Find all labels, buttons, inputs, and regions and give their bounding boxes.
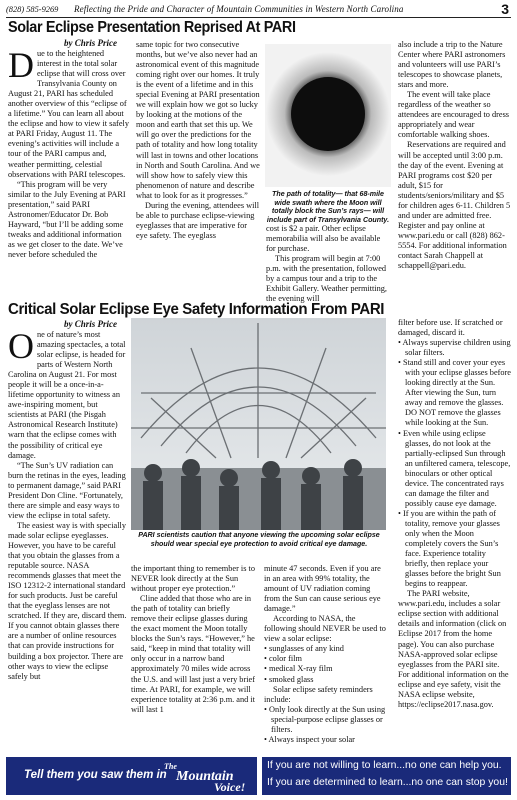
article2-para: The PARI website, www.pari.edu, includes a solar eclipse section with additional details and information (click on Eclipse 2017 from the home page). You can also purchase NASA-approved solar eclipse eyeglasses from the PARI site. For additional information on the eclipse and eye safety, visit the NASA eclipse website, https://eclipse2017.nasa.gov. (398, 589, 509, 709)
list-item: • medical X-ray film (264, 664, 388, 674)
logo-voice-text: Voice! (214, 780, 246, 793)
telescope-photo-caption: PARI scientists caution that anyone viewing the upcoming solar eclipse should wear special eye protection to avoid critical eye damage. (138, 531, 380, 548)
footer-ad-banner (6, 757, 257, 795)
article1-col1 (8, 45, 130, 260)
footer-slogan-banner (262, 757, 511, 795)
footer-slogan-line2: If you are determined to learn...no one can stop you! (267, 777, 508, 788)
article2-dropcap: O (8, 326, 34, 366)
article1-para: “This program will be very similar to the July Evening at PARI presentation,” said PARI Astronomer/Educator Dr. Bob Hayward, “but I’ll be adding some tweaks and additional information as we get closer to the date. We’ve never before scheduled the (8, 179, 126, 259)
telescope-photo (131, 318, 386, 530)
mountain-voice-logo-icon (162, 760, 254, 793)
masthead (6, 2, 511, 18)
article2-para: minute 47 seconds. Even if you are in an area with 99% totality, the amount of UV radiation coming from the Sun can cause serious eye damage.” (264, 564, 381, 614)
article1-col2 (136, 40, 260, 241)
list-item: • Stand still and cover your eyes with your eclipse glasses before looking directly at the Sun. After viewing the Sun, turn away and remove the glasses. DO NOT remove the glasses while looking at the Sun. (398, 358, 511, 428)
safety-reminders-list (264, 705, 388, 745)
article2-para: The easiest way is with specially made solar eclipse eyeglasses. However, you have to be careful that you obtain the glasses from a reputable source. NASA recommends glasses that meet the ISO 12312-2 international standard for such products. Just be careful that the eyeglass lenses are not scratched. If they are, discard them. If you cannot obtain glasses there are a number of online resources that can provide instructions for building a box projector. There are other ways to view the eclipse safely but (8, 520, 127, 681)
article1-para: same topic for two consecutive months, but we’ve also never had an astronomical event of this magnitude coming right over our homes. It truly is the event of a lifetime and in this special Evening at PARI presentation we will explain how we got so lucky by looking at the motions of the moon and earth that set this up. We will go over the predictions for the path of totality and how long totality will last in towns and other locations in North and South Carolina. And we will show how to safely view this phenomenon of nature and describe what to look for as it progresses.” (136, 40, 260, 200)
list-item: • smoked glass (264, 675, 388, 685)
article2-col4 (398, 318, 511, 710)
list-item: • sunglasses of any kind (264, 644, 388, 654)
article1-para: During the evening, attendees will be able to purchase eclipse-viewing eyeglasses that are imperative for eye safety. The eyeglass (136, 200, 260, 240)
masthead-phone: (828) 585-9269 (6, 5, 59, 14)
list-item: • Always supervise children using solar filters. (398, 338, 511, 358)
article1-para: This program will begin at 7:00 p.m. with the presentation, followed by a campus tour and a trip to the Exhibit Gallery. Weather permitting, the evening will (266, 254, 387, 304)
list-item: • color film (264, 654, 388, 664)
footer-slogan-line1: If you are not willing to learn...no one can help you. (267, 760, 502, 771)
logo-the-text: The (164, 762, 177, 771)
never-use-list (264, 644, 388, 684)
article2-byline: by Chris Price (64, 319, 117, 329)
eclipse-photo-caption: The path of totality— that 68-mile wide swath where the Moon will totally block the Sun’s rays— will include part of Transylvania County. (266, 190, 390, 224)
article2-para: ne of nature’s most amazing spectacles, a total solar eclipse, is headed for parts of Western North Carolina on August 21. For most people it will be a once-in-a-lifetime opportunity to witness an awe-inspiring moment, but scientists at PARI (the Pisgah Astronomical Research Institute) warn that the eclipse comes with the possibility of critical eye damage. (8, 330, 126, 460)
article2-headline: Critical Solar Eclipse Eye Safety Information From PARI (8, 301, 385, 318)
list-item: • Only look directly at the Sun using special-purpose eclipse glasses or filters. (264, 705, 388, 735)
list-item: • Always inspect your solar (264, 735, 388, 745)
logo-mountain-text: Mountain (176, 769, 234, 784)
footer-tell-text: Tell them you saw them in (24, 769, 167, 781)
masthead-tagline: Reflecting the Pride and Character of Mountain Communities in Western North Carolina (74, 4, 404, 14)
list-item: • If you are within the path of totality, remove your glasses only when the Moon completely covers the Sun’s face. Experience totality briefly, then replace your glasses before the bright Sun begins to reappear. (398, 509, 511, 589)
article2-para: filter before use. If scratched or damaged, discard it. (398, 318, 503, 338)
safety-reminders-list-cont (398, 338, 511, 589)
article1-para: cost is $2 a pair. Other eclipse memorabilia will also be available for purchase. (266, 224, 381, 254)
article2-para: the important thing to remember is to NEVER look directly at the Sun without proper eye protection.” (131, 564, 255, 594)
eclipse-photo (265, 44, 391, 187)
article1-para: ue to the heightened interest in the total solar eclipse that will cross over Transylvania County on August 21, PARI has scheduled another overview of this “eclipse of a lifetime.” You can learn all about the eclipse and how to view it safely at PARI Friday, August 11. The evening’s activities will include a tour of the PARI campus and, weather permitting, celestial observations with PARI telescopes. (8, 49, 129, 179)
article2-col3 (264, 564, 388, 745)
article1-para: Reservations are required and will be accepted until 3:00 p.m. the day of the event. Evening at PARI programs cost $20 per adult, $15 for students/seniors/military and $5 for children ages 6-11. Children 5 and under are admitted free. Register and pay online at www.pari.edu or call (828) 862-5554. For additional information contact Sarah Chappell at schappell@pari.edu. (398, 140, 511, 271)
article1-headline: Solar Eclipse Presentation Reprised At PARI (8, 19, 296, 36)
article1-para: also include a trip to the Nature Center where PARI astronomers and volunteers will use PARI’s telescopes to showcase planets, stars and more. (398, 40, 506, 90)
eclipse-image-icon (265, 44, 391, 187)
article1-col3 (266, 224, 392, 304)
list-item: • Even while using eclipse glasses, do not look at the partially-eclipsed Sun through an unfiltered camera, telescope, binoculars or other optical device. The concentrated rays can damage the filter and possibly cause eye damage. (398, 429, 511, 509)
article1-col4 (398, 40, 511, 271)
article2-para: Solar eclipse safety reminders include: (264, 684, 373, 704)
radio-telescope-image-icon (131, 318, 386, 530)
article1-para: The event will take place regardless of the weather so attendees are encouraged to dress appropriately and wear comfortable walking shoes. (398, 90, 510, 140)
article1-byline: by Chris Price (64, 38, 117, 48)
article2-col1 (8, 326, 128, 682)
article2-col2 (131, 564, 255, 715)
article2-para: According to NASA, the following should NEVER be used to view a solar eclipse: (264, 614, 386, 644)
article1-dropcap: D (8, 45, 34, 85)
page-number: 3 (501, 1, 509, 17)
article2-para: Cline added that those who are in the path of totality can briefly remove their eclipse glasses during the exact moment the Moon totally blocks the Sun’s rays. “However,” he said, “keep in mind that totality will only occur in a narrow band approximately 70 miles wide across the U.S. and will last just a very brief time. At PARI, for example, we will experience totality at 2:36 p.m. and it will last 1 (131, 594, 255, 714)
article2-para: “The Sun’s UV radiation can burn the retinas in the eyes, leading to permanent damage,” said PARI President Don Cline. “Fortunately, there are simple and easy ways to view the eclipse in total safety. (8, 460, 126, 520)
